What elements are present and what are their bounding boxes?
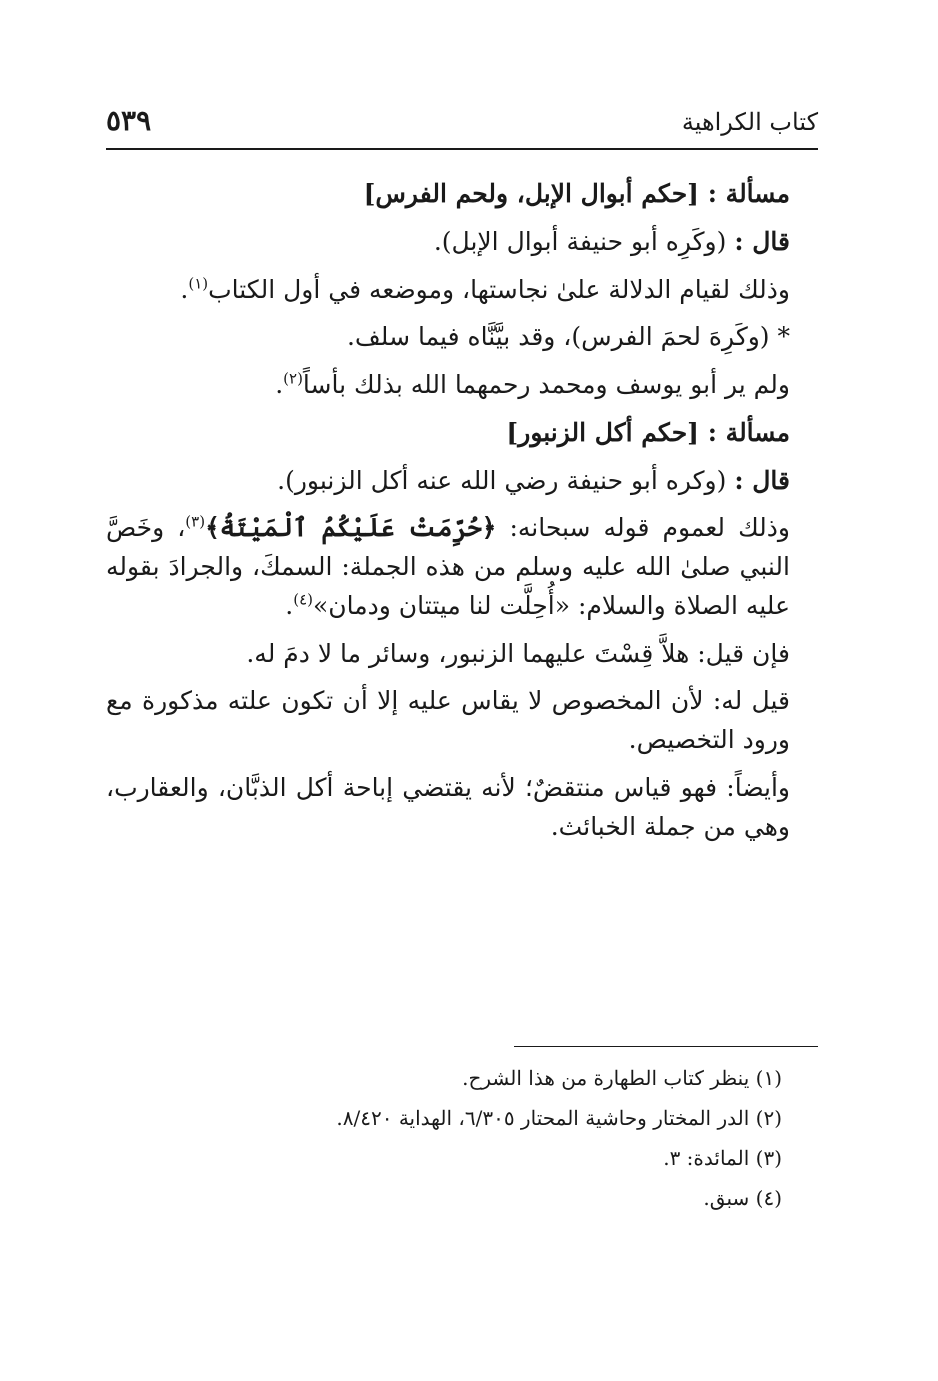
paragraph-text: وذلك لعموم قوله سبحانه: [509,513,790,543]
paragraph-text: * (وكَرِهَ لحمَ الفرس)، وقد بيَّنَّاه فيما سلف. [346,322,790,352]
section-heading [106,175,818,214]
paragraph-text: قيل له: لأن المخصوص لا يقاس عليه إلا أن تكون علته مذكورة مع ورود التخصيص. [106,686,790,754]
paragraph-lead: قال : [734,226,790,256]
heading-lead: مسألة : [707,179,790,208]
footnote-divider [514,1046,818,1047]
footnote-text: ينظر كتاب الطهارة من هذا الشرح. [462,1066,750,1090]
paragraph-end: . [180,274,189,304]
footnote [106,1142,818,1174]
footnote-ref: (١) [188,274,209,293]
page-header [106,102,818,150]
paragraph [106,223,818,262]
heading-lead: مسألة : [707,417,790,447]
paragraph-text: وأيضاً: فهو قياس منتقضٌ؛ لأنه يقتضي إباحة أكل الذبَّان، والعقارب، وهي من جملة الخبائث. [106,772,790,841]
footnote-text: المائدة: ٣. [663,1146,750,1170]
footnote-text: الدر المختار وحاشية المحتار ٦/٣٠٥، الهداية ٨/٤٢٠. [336,1106,750,1130]
paragraph-text: ، وخَصَّ النبي صلىٰ الله عليه وسلم من هذه الجملة: السمكَ، والجرادَ بقوله عليه الصلاة والسلام: «أُحِلَّت لنا ميتتان ودمان» [106,513,790,620]
footnote-number: (٣) [755,1146,782,1170]
main-text [106,175,818,855]
footnote-number: (٤) [755,1186,782,1210]
heading-title: [حكم أبوال الإبل، ولحم الفرس] [363,179,700,208]
paragraph-lead: قال : [734,465,790,495]
footnote [106,1062,818,1094]
paragraph-end: . [285,590,294,620]
paragraph [106,366,818,405]
paragraph [106,462,818,501]
paragraph [106,682,818,760]
heading-title: [حكم أكل الزنبور] [506,417,700,447]
footnotes [106,1062,818,1222]
footnote-ref: (٢) [283,369,303,388]
paragraph [106,635,818,674]
running-title: كتاب الكراهية [681,108,818,136]
paragraph [106,509,818,625]
footnote [106,1182,818,1214]
footnote-ref: (٤) [293,590,313,609]
paragraph [106,318,818,357]
footnote-ref: (٣) [185,512,206,531]
page-number: ٥٣٩ [106,104,152,137]
paragraph [106,769,818,847]
footnote-number: (٢) [755,1106,782,1130]
paragraph-text: وذلك لقيام الدلالة علىٰ نجاستها، وموضعه في أول الكتاب [208,274,790,304]
paragraph-text: (وكَرِه أبو حنيفة أبوال الإبل). [433,226,727,256]
section-heading [106,414,818,453]
footnote-text: سبق. [703,1186,750,1210]
paragraph-text: ولم ير أبو يوسف ومحمد رحمهما الله بذلك بأساً [302,370,790,399]
footnote-number: (١) [755,1066,782,1090]
paragraph-end: . [275,370,284,399]
paragraph-text: فإن قيل: هلاَّ قِسْتَ عليهما الزنبور، وسائر ما لا دمَ له. [246,638,790,668]
paragraph-text: (وكره أبو حنيفة رضي الله عنه أكل الزنبور). [277,465,727,495]
footnote [106,1102,818,1134]
quran-verse: ﴿حُرِّمَتْ عَلَيْكُمُ ٱلْمَيْتَةُ﴾ [205,513,497,543]
paragraph [106,271,818,310]
